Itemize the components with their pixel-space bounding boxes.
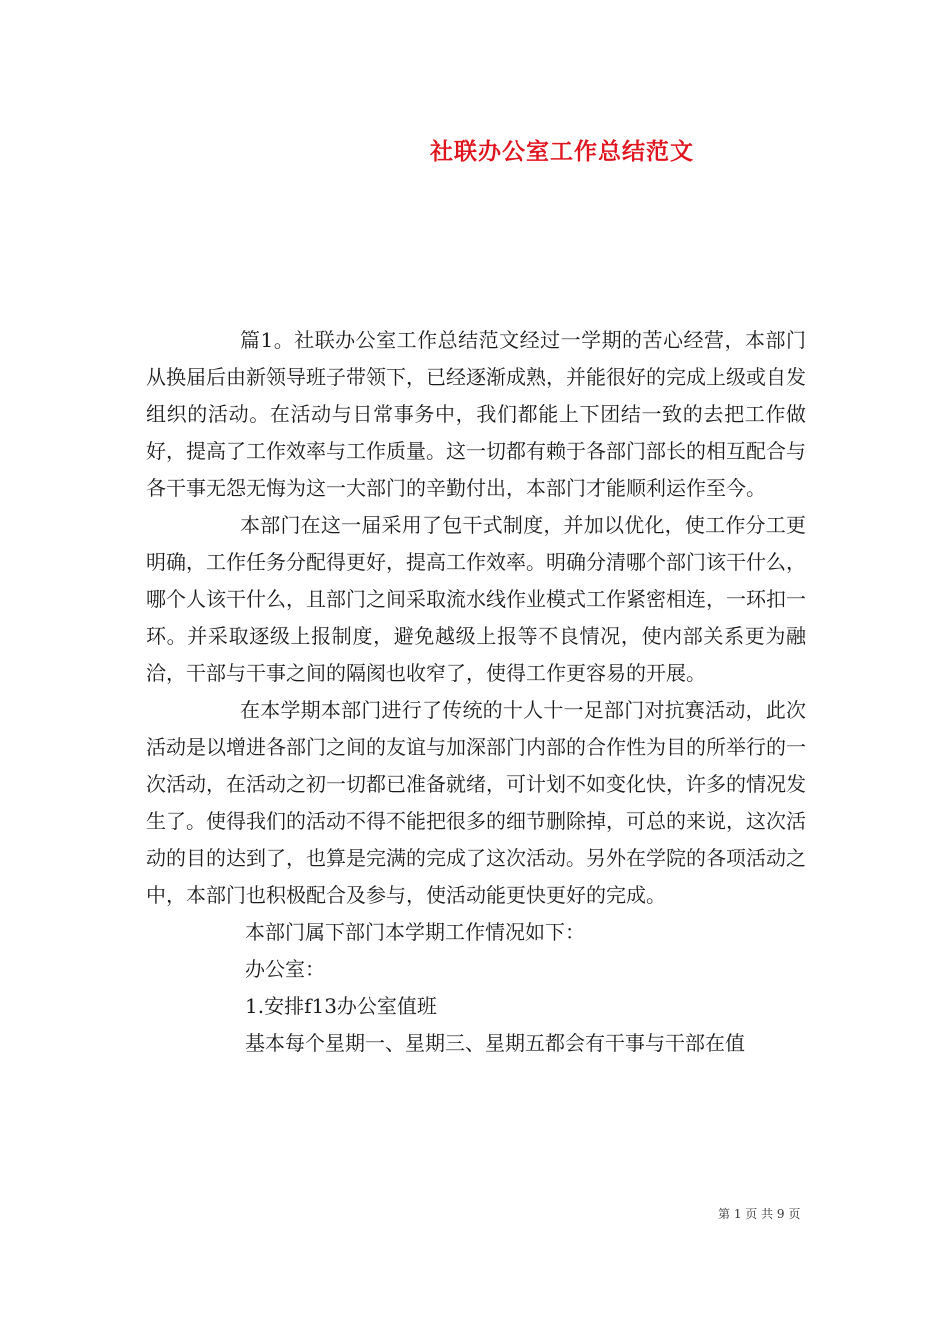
paragraph-2: 本部门在这一届采用了包干式制度，并加以优化，使工作分工更明确，工作任务分配得更好，提高工作效率。明确分清哪个部门该干什么，哪个人该干什么，且部门之间采取流水线作业模式工作紧密相连，一环扣一环。并采取逐级上报制度，避免越级上报等不良情况，使内部关系更为融洽，干部与干事之间的隔阂也收窄了，使得工作更容易的开展。 [146,513,806,685]
page-number-footer: 第 1 页 共 9 页 [718,1207,801,1221]
document-title: 社联办公室工作总结范文 [430,138,694,165]
section-heading-office: 办公室： [245,957,325,981]
paragraph-3: 在本学期本部门进行了传统的十人十一足部门对抗赛活动，此次活动是以增进各部门之间的友谊与加深部门内部的合作性为目的所举行的一次活动，在活动之初一切都已准备就绪，可计划不如变化快，许多的情况发生了。使得我们的活动不得不能把很多的细节删除掉，可总的来说，这次活动的目的达到了，也算是完满的完成了这次活动。另外在学院的各项活动之中，本部门也积极配合及参与，使活动能更快更好的完成。 [146,698,806,907]
section-intro-line: 本部门属下部门本学期工作情况如下： [245,920,585,944]
document-body [146,322,806,1062]
list-item-1-detail: 基本每个星期一、星期三、星期五都会有干事与干部在值 [245,1031,745,1055]
list-item-1: 1.安排f13办公室值班 [245,994,437,1018]
paragraph-1: 篇1。社联办公室工作总结范文经过一学期的苦心经营，本部门从换届后由新领导班子带领下，已经逐渐成熟，并能很好的完成上级或自发组织的活动。在活动与日常事务中，我们都能上下团结一致的去把工作做好，提高了工作效率与工作质量。这一切都有赖于各部门部长的相互配合与各干事无怨无悔为这一大部门的辛勤付出，本部门才能顺利运作至今。 [146,328,806,500]
